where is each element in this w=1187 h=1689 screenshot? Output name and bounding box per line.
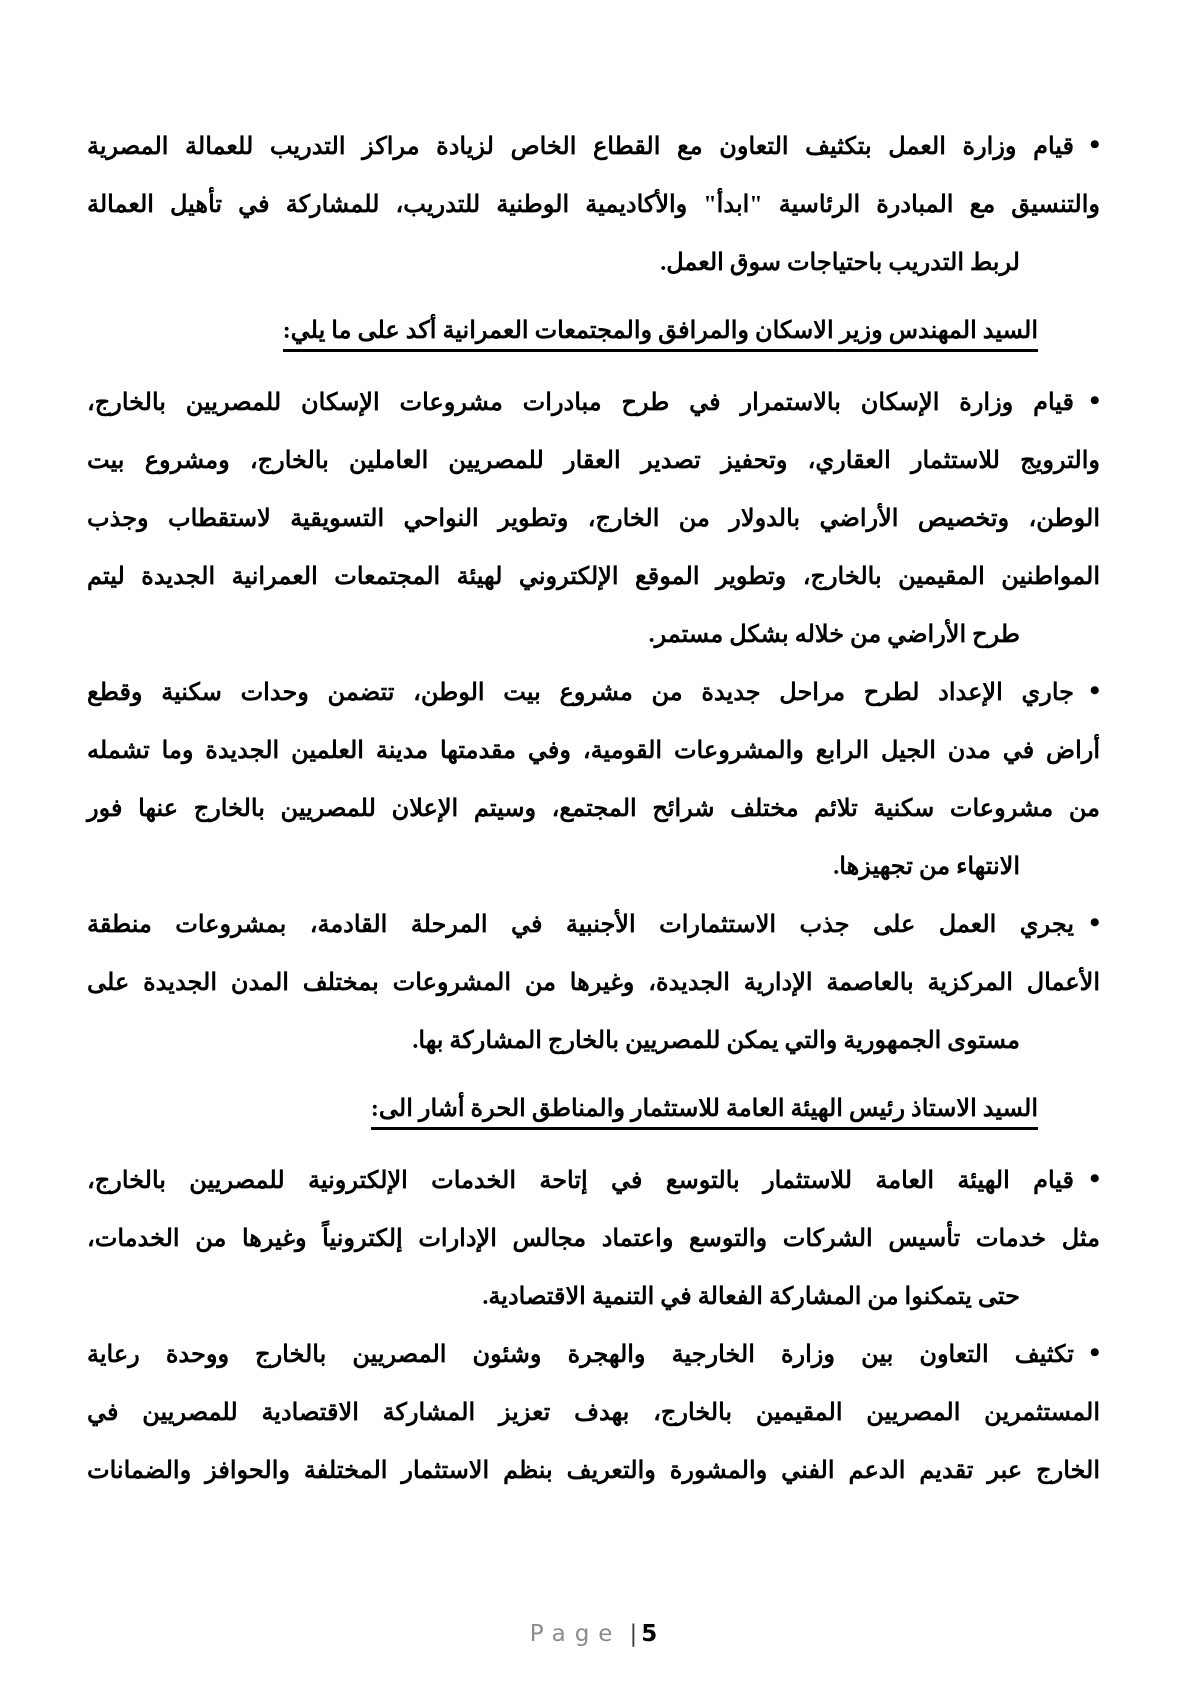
paragraph-line-text: جاري الإعداد لطرح مراحل جديدة من مشروع بيت الوطن، تتضمن وحدات سكنية وقطع: [87, 680, 1074, 706]
paragraph-line-text: قيام وزارة العمل بتكثيف التعاون مع القطاع الخاص لزيادة مراكز التدريب للعمالة المصرية: [87, 134, 1074, 160]
bullet-icon: •: [1089, 674, 1100, 707]
paragraph-line: [87, 722, 1100, 780]
footer-page-label: Page: [529, 1621, 622, 1647]
bullet-icon: •: [1089, 128, 1100, 161]
bullet-icon: •: [1089, 906, 1100, 939]
paragraph-line-text: مثل خدمات تأسيس الشركات والتوسع واعتماد مجالس الإدارات إلكترونياً وغيرها من الخدمات،: [87, 1226, 1100, 1252]
paragraph-line-text: تكثيف التعاون بين وزارة الخارجية والهجرة وشئون المصريين بالخارج ووحدة رعاية: [87, 1342, 1074, 1368]
paragraph-line: [87, 490, 1100, 548]
section-heading: [87, 302, 1100, 360]
paragraph-line: [87, 548, 1100, 606]
bullet-icon: •: [1089, 1336, 1100, 1369]
section-heading-text: السيد المهندس وزير الاسكان والمرافق والمجتمعات العمرانية أكد على ما يلي:: [283, 318, 1038, 352]
paragraph-line: [87, 1012, 1100, 1070]
paragraph-line-text: الأعمال المركزية بالعاصمة الإدارية الجديدة، وغيرها من المشروعات بمختلف المدن الجديدة على: [87, 970, 1100, 996]
paragraph-line-text: المواطنين المقيمين بالخارج، وتطوير الموقع الإلكتروني لهيئة المجتمعات العمرانية الجديدة ليتم: [87, 564, 1101, 590]
paragraph-line-text: من مشروعات سكنية تلائم مختلف شرائح المجتمع، وسيتم الإعلان للمصريين بالخارج عنها فور: [87, 796, 1100, 822]
paragraph-line: [87, 954, 1100, 1012]
paragraph-line: [87, 1152, 1100, 1210]
document-content: [87, 118, 1100, 1500]
paragraph-line: [87, 780, 1100, 838]
paragraph-line-text: الانتهاء من تجهيزها.: [833, 854, 1020, 880]
paragraph-line-text: قيام الهيئة العامة للاستثمار بالتوسع في إتاحة الخدمات الإلكترونية للمصريين بالخارج،: [87, 1168, 1074, 1194]
paragraph-line: [87, 234, 1100, 292]
paragraph-line-text: أراض في مدن الجيل الرابع والمشروعات القومية، وفي مقدمتها مدينة العلمين الجديدة وما تشمله: [87, 738, 1100, 764]
paragraph-line-text: والتنسيق مع المبادرة الرئاسية "ابدأ" والأكاديمية الوطنية للتدريب، للمشاركة في تأهيل العمالة: [87, 192, 1100, 218]
paragraph-line-text: طرح الأراضي من خلاله بشكل مستمر.: [648, 622, 1020, 648]
paragraph-line: [87, 1326, 1100, 1384]
paragraph-line-text: والترويج للاستثمار العقاري، وتحفيز تصدير العقار للمصريين العاملين بالخارج، ومشروع بيت: [87, 448, 1100, 474]
paragraph-line: [87, 664, 1100, 722]
paragraph-line: [87, 1268, 1100, 1326]
paragraph-line: [87, 1384, 1100, 1442]
paragraph-line: [87, 176, 1100, 234]
paragraph-line-text: حتى يتمكنوا من المشاركة الفعالة في التنمية الاقتصادية.: [482, 1284, 1020, 1310]
paragraph-line-text: المستثمرين المصريين المقيمين بالخارج، بهدف تعزيز المشاركة الاقتصادية للمصريين في: [87, 1400, 1100, 1426]
paragraph-line: [87, 838, 1100, 896]
paragraph-line-text: قيام وزارة الإسكان بالاستمرار في طرح مبادرات مشروعات الإسكان للمصريين بالخارج،: [87, 390, 1074, 416]
paragraph-line-text: يجري العمل على جذب الاستثمارات الأجنبية في المرحلة القادمة، بمشروعات منطقة: [87, 912, 1074, 938]
paragraph-line: [87, 896, 1100, 954]
paragraph-line-text: الخارج عبر تقديم الدعم الفني والمشورة والتعريف بنظم الاستثمار المختلفة والحوافز والضمانات: [87, 1458, 1101, 1484]
bullet-icon: •: [1089, 384, 1100, 417]
footer-separator: |: [629, 1621, 638, 1647]
paragraph-line-text: مستوى الجمهورية والتي يمكن للمصريين بالخارج المشاركة بها.: [412, 1028, 1020, 1054]
bullet-icon: •: [1089, 1162, 1100, 1195]
paragraph-line: [87, 374, 1100, 432]
paragraph-line: [87, 1442, 1100, 1500]
paragraph-line: [87, 1210, 1100, 1268]
paragraph-line: [87, 118, 1100, 176]
paragraph-line: [87, 432, 1100, 490]
paragraph-line: [87, 606, 1100, 664]
page-footer: [0, 1621, 1187, 1647]
paragraph-line-text: الوطن، وتخصيص الأراضي بالدولار من الخارج، وتطوير النواحي التسويقية لاستقطاب وجذب: [87, 506, 1100, 532]
section-heading-text: السيد الاستاذ رئيس الهيئة العامة للاستثمار والمناطق الحرة أشار الى:: [371, 1096, 1038, 1130]
section-heading: [87, 1080, 1100, 1138]
paragraph-line-text: لربط التدريب باحتياجات سوق العمل.: [660, 250, 1020, 276]
footer-page-number: 5: [641, 1621, 658, 1647]
